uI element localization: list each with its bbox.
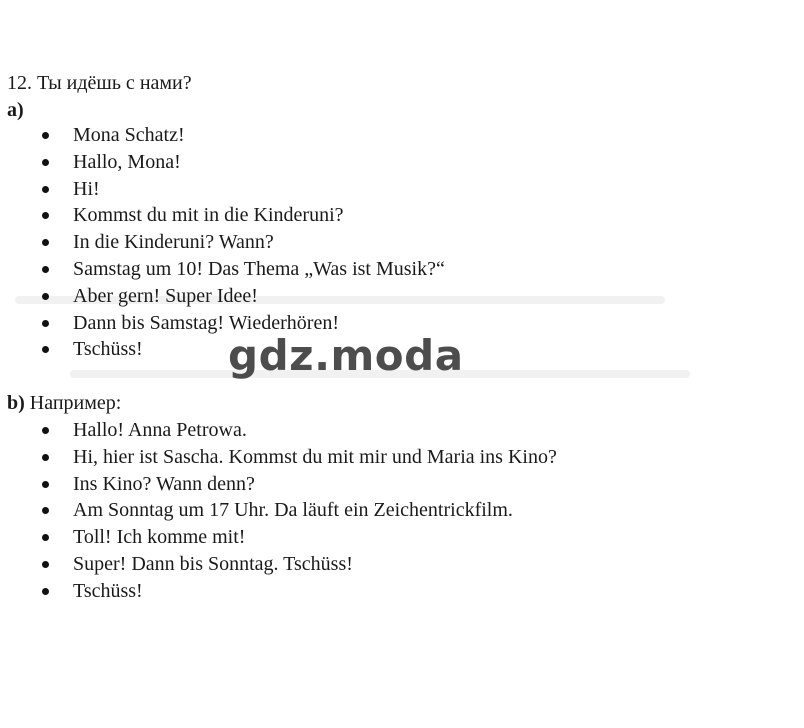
list-item-text: In die Kinderuni? Wann? xyxy=(73,231,274,254)
list-item-text: Tschüss! xyxy=(73,338,143,361)
bullet-icon xyxy=(42,293,49,300)
list-item-text: Aber gern! Super Idee! xyxy=(73,284,258,307)
bullet-icon xyxy=(42,159,49,166)
list-item-text: Kommst du mit in die Kinderuni? xyxy=(73,204,344,227)
list-item-text: Super! Dann bis Sonntag. Tschüss! xyxy=(73,552,353,575)
bullet-icon xyxy=(42,561,49,568)
bullet-icon xyxy=(42,239,49,246)
bullet-icon xyxy=(42,534,49,541)
list-item-text: Mona Schatz! xyxy=(73,124,185,146)
bullet-icon xyxy=(42,427,49,434)
list-item-text: Hallo! Anna Petrowa. xyxy=(73,419,247,441)
section-b-label xyxy=(7,391,121,415)
list-item-text: Hi! xyxy=(73,177,100,200)
section-b-intro: Например: xyxy=(24,392,122,414)
list-item-text: Hi, hier ist Sascha. Kommst du mit mir und Maria ins Kino? xyxy=(73,445,557,468)
bullet-icon xyxy=(42,588,49,595)
list-item-text: Hallo, Mona! xyxy=(73,150,181,173)
list-item-text: Am Sonntag um 17 Uhr. Da läuft ein Zeichentrickfilm. xyxy=(73,499,513,522)
section-a-label xyxy=(7,98,24,122)
bullet-icon xyxy=(42,212,49,219)
bullet-icon xyxy=(42,346,49,353)
list-item-text: Ins Kino? Wann denn? xyxy=(73,472,255,495)
bullet-icon xyxy=(42,320,49,327)
list-item-text: Dann bis Samstag! Wiederhören! xyxy=(73,311,339,334)
list-item-text: Samstag um 10! Das Thema „Was ist Musik?“ xyxy=(73,257,445,280)
bullet-icon xyxy=(42,266,49,273)
section-b-letter: b) xyxy=(7,392,25,414)
exercise-title: 12. Ты идёшь с нами? xyxy=(7,72,192,94)
list-item-text: Toll! Ich komme mit! xyxy=(73,526,246,549)
bullet-icon xyxy=(42,132,49,139)
bullet-icon xyxy=(42,481,49,488)
bullet-icon xyxy=(42,454,49,461)
list-item-text: Tschüss! xyxy=(73,579,143,602)
bullet-icon xyxy=(42,186,49,193)
bullet-icon xyxy=(42,507,49,514)
section-a-letter: а) xyxy=(7,99,24,121)
watermark-logo: gdz.moda xyxy=(228,331,464,380)
